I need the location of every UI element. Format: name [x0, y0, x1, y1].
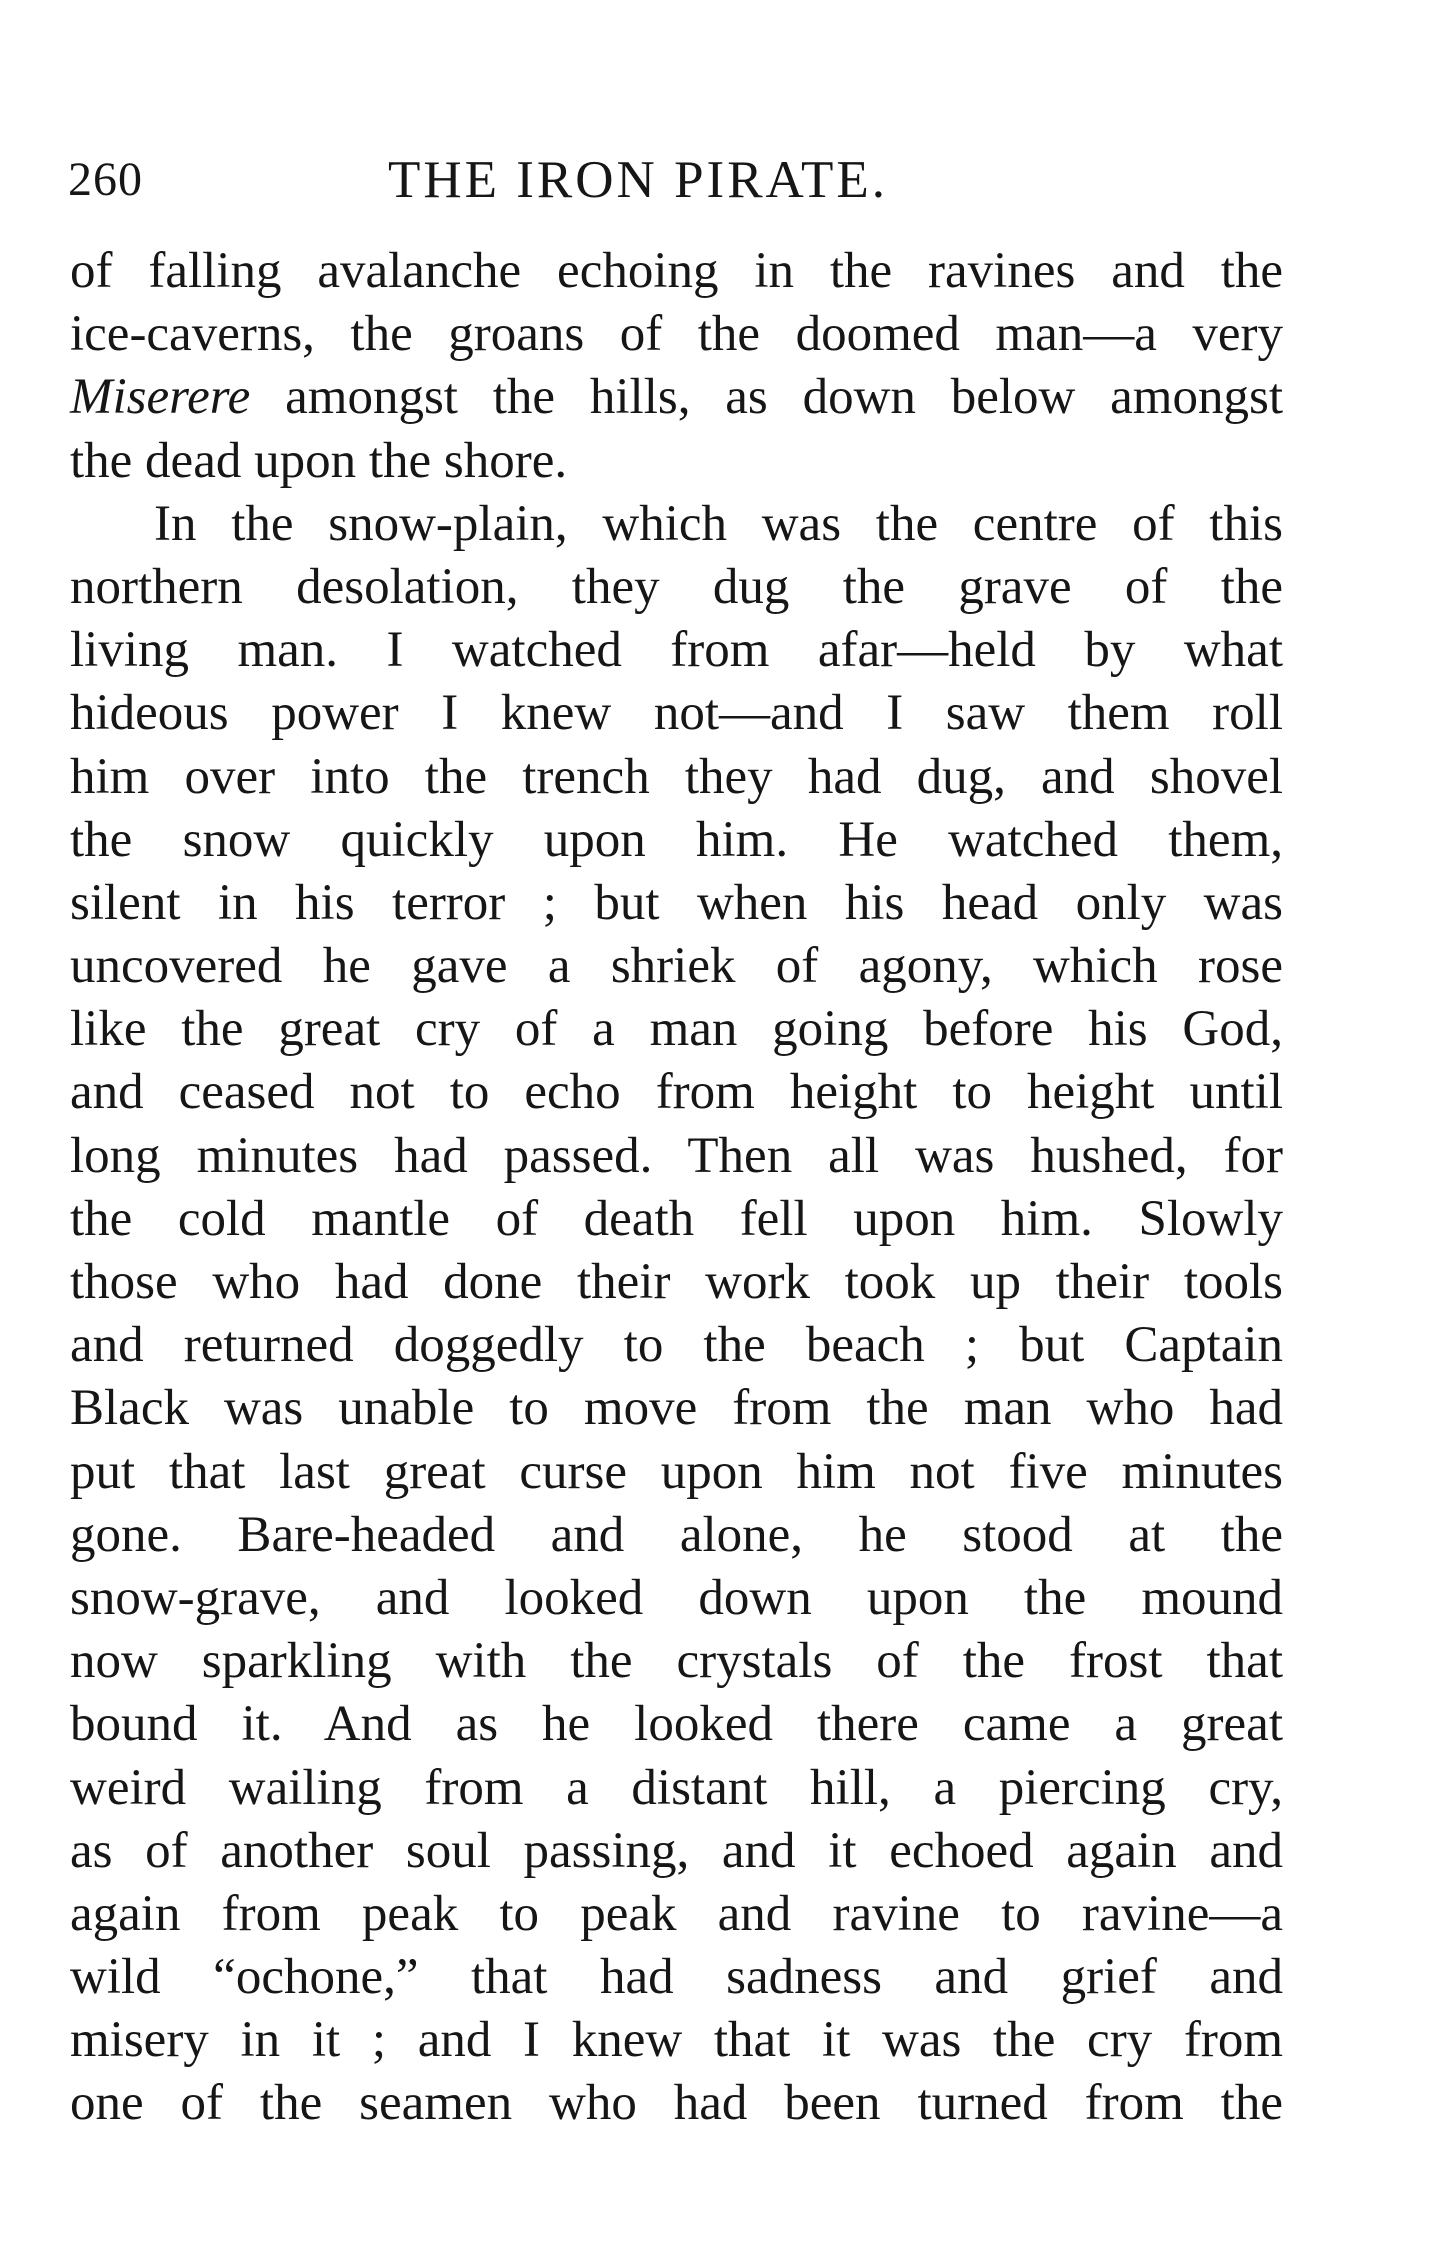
running-title: THE IRON PIRATE.: [388, 151, 888, 209]
text-line: [70, 2009, 1283, 2072]
text-run: put that last great curse upon him not five minutes: [70, 1443, 1283, 1500]
text-line: [70, 1188, 1283, 1251]
text-line: [70, 746, 1283, 809]
text-run: northern desolation, they dug the grave of the: [70, 558, 1283, 615]
text-line: [70, 1441, 1283, 1504]
text-line: [70, 303, 1283, 366]
text-run: again from peak to peak and ravine to ravine—a: [70, 1885, 1283, 1942]
text-line: [70, 998, 1283, 1061]
text-line: [70, 872, 1283, 935]
text-run: snow-grave, and looked down upon the mound: [70, 1569, 1283, 1626]
text-run: one of the seamen who had been turned from the: [70, 2075, 1283, 2132]
text-line: [70, 1757, 1283, 1820]
text-run: and ceased not to echo from height to height until: [70, 1064, 1283, 1121]
body-text: [70, 240, 1283, 2136]
text-run: the cold mantle of death fell upon him. Slowly: [70, 1190, 1283, 1247]
italic-text: Miserere: [70, 369, 251, 426]
running-head: [68, 148, 1283, 212]
text-run: ice-caverns, the groans of the doomed man—a very: [70, 306, 1283, 363]
text-line: [70, 1251, 1283, 1314]
text-run: gone. Bare-headed and alone, he stood at the: [70, 1506, 1283, 1563]
text-line: [70, 809, 1283, 872]
text-run: wild “ochone,” that had sadness and grief and: [70, 1949, 1283, 2006]
text-line: [70, 2072, 1283, 2135]
text-line: [70, 556, 1283, 619]
text-line: [70, 1504, 1283, 1567]
text-line: [70, 493, 1283, 556]
text-run: bound it. And as he looked there came a great: [70, 1696, 1283, 1753]
text-line: [70, 1314, 1283, 1377]
text-line: [70, 1883, 1283, 1946]
text-line: [70, 1946, 1283, 2009]
text-line: [70, 366, 1283, 429]
text-line: [70, 240, 1283, 303]
text-run: long minutes had passed. Then all was hushed, for: [70, 1127, 1283, 1184]
text-line: [70, 935, 1283, 998]
text-line: [70, 682, 1283, 745]
text-line: [70, 1820, 1283, 1883]
text-line: [70, 1567, 1283, 1630]
text-run: uncovered he gave a shriek of agony, which rose: [70, 938, 1283, 995]
text-run: the snow quickly upon him. He watched them,: [70, 811, 1283, 868]
text-line: [70, 619, 1283, 682]
text-run: amongst the hills, as down below amongst: [250, 369, 1283, 426]
text-line: [70, 1125, 1283, 1188]
page-number: 260: [68, 153, 143, 206]
text-run: of falling avalanche echoing in the ravines and the: [70, 243, 1283, 299]
text-line: [70, 1693, 1283, 1756]
text-line: [70, 1630, 1283, 1693]
text-run: and returned doggedly to the beach ; but Captain: [70, 1317, 1283, 1374]
text-run: weird wailing from a distant hill, a piercing cry,: [70, 1759, 1283, 1816]
text-run: hideous power I knew not—and I saw them roll: [70, 685, 1283, 742]
text-line: [70, 1061, 1283, 1124]
text-run: him over into the trench they had dug, and shovel: [70, 748, 1283, 805]
text-line: [70, 430, 1283, 493]
text-run: In the snow-plain, which was the centre of this: [154, 495, 1283, 552]
text-line: [70, 1377, 1283, 1440]
text-run: misery in it ; and I knew that it was the cry from: [70, 2012, 1283, 2069]
paragraph: [70, 240, 1283, 493]
text-run: living man. I watched from afar—held by what: [70, 622, 1283, 679]
text-run: now sparkling with the crystals of the frost that: [70, 1633, 1283, 1690]
text-run: like the great cry of a man going before his God,: [70, 1001, 1283, 1058]
text-run: the dead upon the shore.: [70, 432, 568, 489]
text-run: silent in his terror ; but when his head only was: [70, 874, 1283, 931]
text-run: Black was unable to move from the man who had: [70, 1380, 1283, 1437]
text-run: those who had done their work took up their tools: [70, 1254, 1283, 1310]
paragraph: [70, 493, 1283, 2136]
text-run: as of another soul passing, and it echoed again and: [70, 1822, 1283, 1879]
